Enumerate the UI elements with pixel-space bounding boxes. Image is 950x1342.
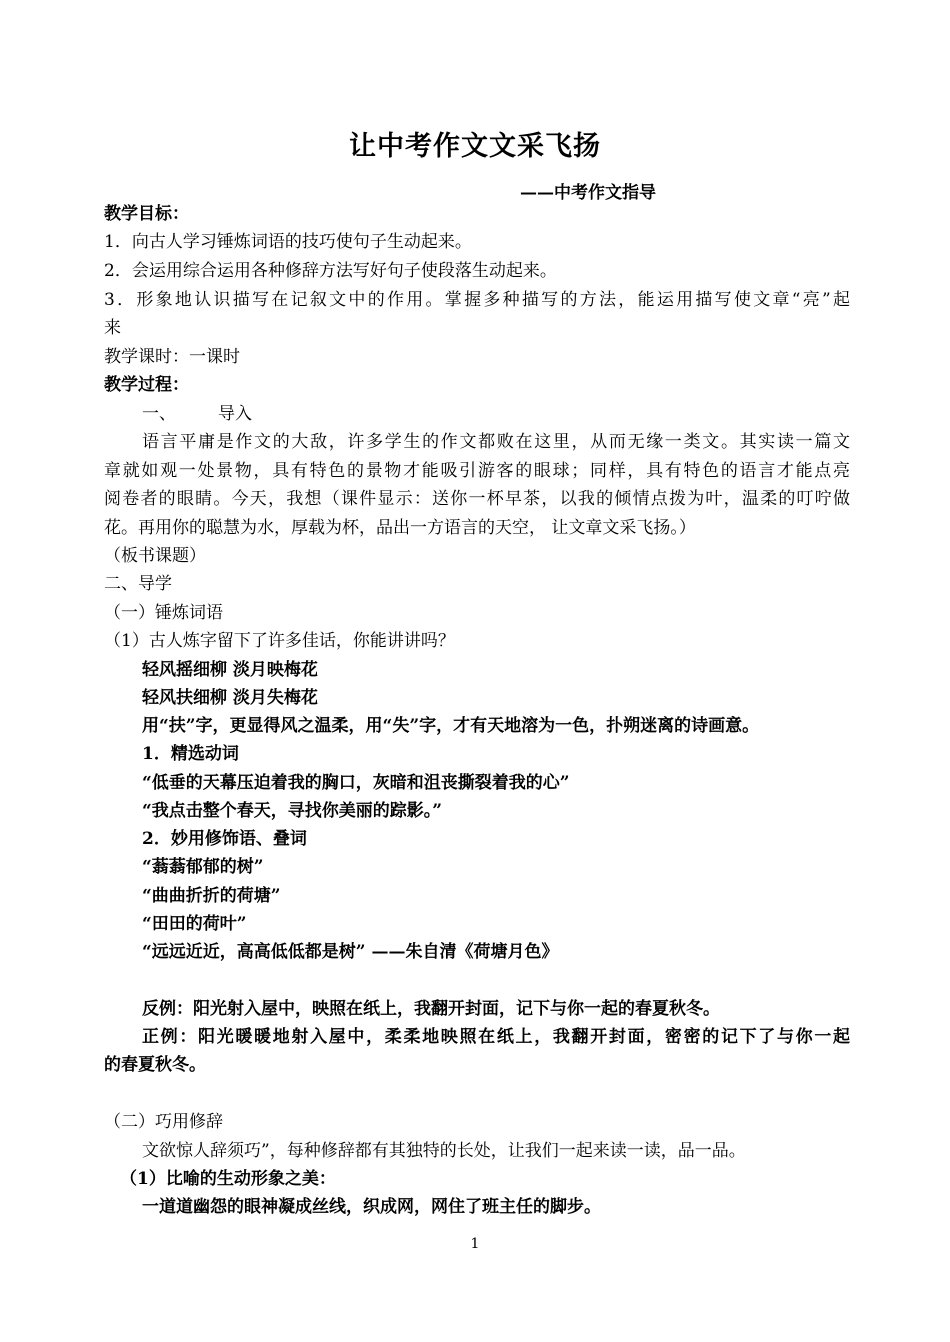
example-line: “我点击整个春天，寻找你美丽的踪影。” <box>142 801 443 821</box>
metaphor-example: 一道道幽怨的眼神凝成丝线，织成网，网住了班主任的脚步。 <box>142 1197 601 1217</box>
example-line: “低垂的天幕压迫着我的胸口，灰暗和沮丧撕裂着我的心” <box>142 773 570 793</box>
intro-paragraph-line: 语言平庸是作文的大敌，许多学生的作文都败在这里，从而无缘一类文。其实读一篇文 <box>142 432 850 452</box>
page-number: 1 <box>470 1236 480 1252</box>
goal-item: 2．会运用综合运用各种修辞方法写好句子使段落生动起来。 <box>104 261 557 281</box>
board-note: （板书课题） <box>104 546 206 566</box>
intro-paragraph-line: 章就如观一处景物，具有特色的景物才能吸引游客的眼球；同样，具有特色的语言才能点亮 <box>104 461 850 481</box>
point-title: 2．妙用修饰语、叠词 <box>142 829 307 849</box>
question-line: （1）古人炼字留下了许多佳话，你能讲讲吗？ <box>104 631 455 651</box>
section-heading: （二）巧用修辞 <box>104 1112 223 1132</box>
goal-item: 3．形象地认识描写在记叙文中的作用。掌握多种描写的方法，能运用描写使文章“亮”起 <box>104 290 850 310</box>
guide-heading: 二、导学 <box>104 574 172 594</box>
section-heading: （一）锤炼词语 <box>104 603 223 623</box>
goal-item-continued: 来 <box>104 318 121 338</box>
document-title: 让中考作文文采飞扬 <box>349 131 601 162</box>
document-subtitle: ——中考作文指导 <box>520 183 656 203</box>
example-line: “蓊蓊郁郁的树” <box>142 857 264 877</box>
intro-number: 一、 <box>142 404 176 424</box>
example-line: “曲曲折折的荷塘” <box>142 886 281 906</box>
point-title: 1．精选动词 <box>142 744 239 764</box>
metaphor-title: （1）比喻的生动形象之美： <box>120 1169 336 1189</box>
poem-line: 轻风摇细柳 淡月映梅花 <box>142 660 318 680</box>
intro-paragraph-line: 阅卷者的眼睛。今天，我想（课件显示：送你一杯早茶，以我的倾情点拨为叶，温柔的叮咛做 <box>104 489 850 509</box>
example-line: “田田的荷叶” <box>142 914 247 934</box>
intro-paragraph-line: 花。再用你的聪慧为水，厚载为杯，品出一方语言的天空， 让文章文采飞扬。） <box>104 518 696 538</box>
example-line: “远远近近，高高低低都是树” ——朱自清《荷塘月色》 <box>142 942 559 962</box>
section-intro: 文欲惊人辞须巧”，每种修辞都有其独特的长处，让我们一起来读一读，品一品。 <box>142 1141 746 1161</box>
counter-example: 反例：阳光射入屋中，映照在纸上，我翻开封面，记下与你一起的春夏秋冬。 <box>142 999 720 1019</box>
lesson-time: 教学课时：一课时 <box>104 347 240 367</box>
goal-item: 1．向古人学习锤炼词语的技巧使句子生动起来。 <box>104 232 472 252</box>
intro-label: 导入 <box>218 404 252 424</box>
goals-heading: 教学目标： <box>104 204 189 224</box>
poem-line: 轻风扶细柳 淡月失梅花 <box>142 688 318 708</box>
process-heading: 教学过程： <box>104 375 189 395</box>
positive-example-continued: 的春夏秋冬。 <box>104 1055 206 1075</box>
positive-example: 正例：阳光暖暖地射入屋中，柔柔地映照在纸上，我翻开封面，密密的记下了与你一起 <box>142 1027 850 1047</box>
explanation-line: 用“扶”字，更显得风之温柔，用“失”字，才有天地溶为一色，扑朔迷离的诗画意。 <box>142 716 760 736</box>
